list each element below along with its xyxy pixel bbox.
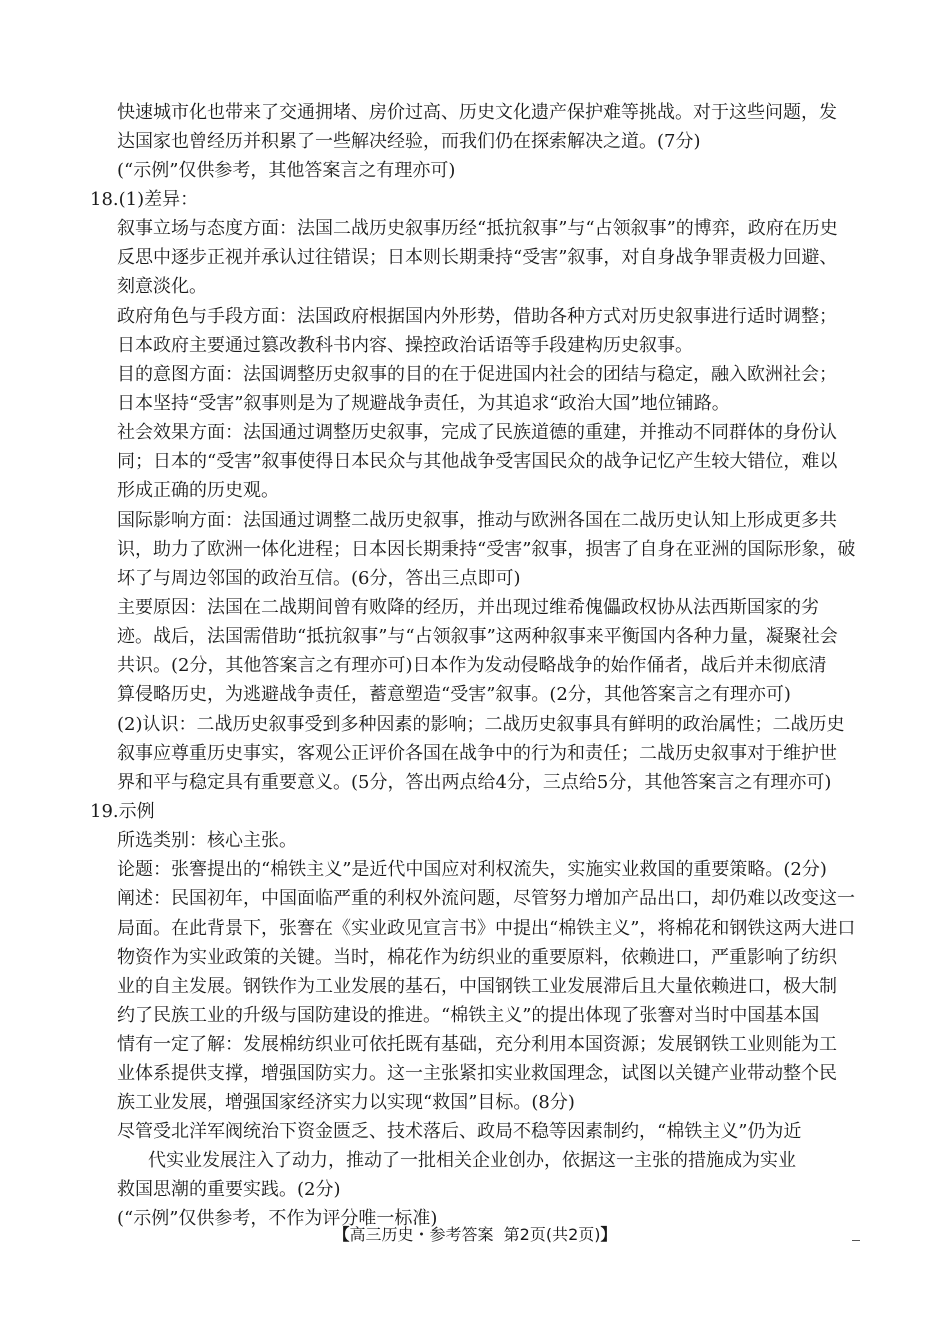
text-line: 代实业发展注入了动力，推动了一批相关企业创办，依据这一主张的措施成为实业 <box>148 1150 796 1171</box>
corner-mark <box>852 1240 860 1241</box>
text-line: (“示例”仅供参考，不作为评分唯一标准) <box>117 1208 438 1229</box>
text-line: 所选类别：核心主张。 <box>117 830 297 851</box>
question-number-19: 19.示例 <box>90 801 155 822</box>
text-line: 叙事应尊重历史事实，客观公正评价各国在战争中的行为和责任；二战历史叙事对于维护世 <box>117 743 837 764</box>
text-line: 日本坚持“受害”叙事则是为了规避战争责任，为其追求“政治大国”地位铺路。 <box>117 393 730 414</box>
text-line: 叙事立场与态度方面：法国二战历史叙事历经“抵抗叙事”与“占领叙事”的博弈，政府在历史 <box>117 218 838 239</box>
footer-open-bracket: 【 <box>333 1225 350 1244</box>
text-line: 刻意淡化。 <box>117 276 207 297</box>
text-line: 识，助力了欧洲一体化进程；日本因长期秉持“受害”叙事，损害了自身在亚洲的国际形象，破 <box>117 539 856 560</box>
footer-title: 高三历史・参考答案 <box>349 1225 494 1244</box>
text-line: 情有一定了解：发展棉纺织业可依托既有基础，充分利用本国资源；发展钢铁工业则能为工 <box>117 1034 837 1055</box>
page-footer <box>0 1223 950 1247</box>
text-line: 阐述：民国初年，中国面临严重的利权外流问题，尽管努力增加产品出口，却仍难以改变这一 <box>117 888 855 909</box>
text-line: 反思中逐步正视并承认过往错误；日本则长期秉持“受害”叙事，对自身战争罪责极力回避、 <box>117 247 838 268</box>
text-line: 达国家也曾经历并积累了一些解决经验，而我们仍在探索解决之道。(7分) <box>117 131 701 152</box>
text-line: 共识。(2分，其他答案言之有理亦可)日本作为发动侵略战争的始作俑者，战后并未彻底清 <box>117 655 827 676</box>
text-line: 界和平与稳定具有重要意义。(5分，答出两点给4分，三点给5分，其他答案言之有理亦可) <box>117 772 832 793</box>
question-number-18: 18.(1)差异： <box>90 189 199 210</box>
text-line: 局面。在此背景下，张謇在《实业政见宣言书》中提出“棉铁主义”，将棉花和钢铁这两大进口 <box>117 918 856 939</box>
text-line: 论题：张謇提出的“棉铁主义”是近代中国应对利权流失，实施实业救国的重要策略。(2分) <box>117 859 827 880</box>
text-line: 主要原因：法国在二战期间曾有败降的经历，并出现过维希傀儡政权协从法西斯国家的劣 <box>117 597 819 618</box>
text-line: 政府角色与手段方面：法国政府根据国内外形势，借助各种方式对历史叙事进行适时调整； <box>117 306 837 327</box>
text-line: 迹。战后，法国需借助“抵抗叙事”与“占领叙事”这两种叙事来平衡国内各种力量，凝聚社会 <box>117 626 838 647</box>
text-line: (“示例”仅供参考，其他答案言之有理亦可) <box>117 160 456 181</box>
text-line: 救国思潮的重要实践。(2分) <box>117 1179 341 1200</box>
text-line: 国际影响方面：法国通过调整二战历史叙事，推动与欧洲各国在二战历史认知上形成更多共 <box>117 510 837 531</box>
text-line: 族工业发展，增强国家经济实力以实现“救国”目标。(8分) <box>117 1092 575 1113</box>
text-line: 业的自主发展。钢铁作为工业发展的基石，中国钢铁工业发展滞后且大量依赖进口，极大制 <box>117 976 837 997</box>
text-line: 业体系提供支撑，增强国防实力。这一主张紧扣实业救国理念，试图以关键产业带动整个民 <box>117 1063 837 1084</box>
text-line: 坏了与周边邻国的政治互信。(6分，答出三点即可) <box>117 568 521 589</box>
text-line: 快速城市化也带来了交通拥堵、房价过高、历史文化遗产保护难等挑战。对于这些问题，发 <box>117 102 837 123</box>
text-line: 形成正确的历史观。 <box>117 480 279 501</box>
text-line: 社会效果方面：法国通过调整历史叙事，完成了民族道德的重建，并推动不同群体的身份认 <box>117 422 837 443</box>
text-line: 日本政府主要通过篡改教科书内容、操控政治话语等手段建构历史叙事。 <box>117 335 693 356</box>
text-line: 算侵略历史，为逃避战争责任，蓄意塑造“受害”叙事。(2分，其他答案言之有理亦可) <box>117 684 791 705</box>
text-line: 目的意图方面：法国调整历史叙事的目的在于促进国内社会的团结与稳定，融入欧洲社会； <box>117 364 837 385</box>
text-line: (2)认识：二战历史叙事受到多种因素的影响；二战历史叙事具有鲜明的政治属性；二战历史 <box>117 714 845 735</box>
text-line: 物资作为实业政策的关键。当时，棉花作为纺织业的重要原料，依赖进口，严重影响了纺织 <box>117 947 837 968</box>
footer-page-number: 第2页(共2页) <box>503 1225 601 1244</box>
footer-close-bracket: 】 <box>600 1225 617 1244</box>
text-line: 同；日本的“受害”叙事使得日本民众与其他战争受害国民众的战争记忆产生较大错位，难以 <box>117 451 838 472</box>
text-line: 约了民族工业的升级与国防建设的推进。“棉铁主义”的提出体现了张謇对当时中国基本国 <box>117 1005 820 1026</box>
text-line: 尽管受北洋军阀统治下资金匮乏、技术落后、政局不稳等因素制约，“棉铁主义”仍为近 <box>117 1121 802 1142</box>
